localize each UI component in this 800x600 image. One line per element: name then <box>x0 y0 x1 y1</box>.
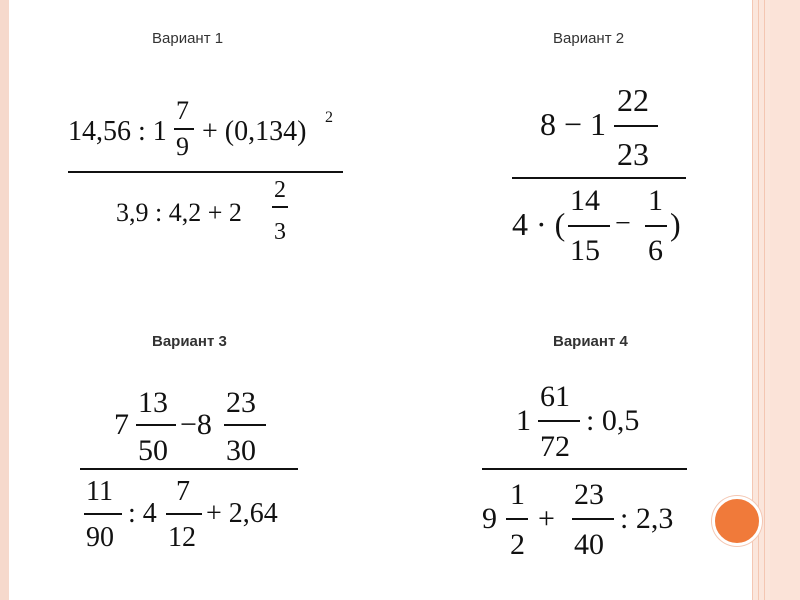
left-border-decoration <box>0 0 9 600</box>
expr2-den-f1-d: 15 <box>570 234 600 267</box>
expr4-main-bar <box>482 468 687 470</box>
expr4-den-f2-d: 40 <box>574 528 604 561</box>
expr3-den-f1-n: 11 <box>86 476 113 507</box>
variant-2-label: Вариант 2 <box>553 30 625 47</box>
expr3-num-minus: −8 <box>180 408 212 441</box>
expr3-den-f1-bar <box>84 513 122 515</box>
expr2-den-f2-n: 1 <box>648 184 663 217</box>
expr2-den-f1-bar <box>568 225 610 227</box>
expr4-num-f-n: 61 <box>540 380 570 413</box>
expr4-den-f1-d: 2 <box>510 528 525 561</box>
expr1-den-frac-bar <box>272 206 288 208</box>
expr4-den-f2-n: 23 <box>574 478 604 511</box>
variant-3-label: Вариант 3 <box>152 333 227 350</box>
expr2-num-frac-d: 23 <box>617 136 649 172</box>
expr1-num-frac-n: 7 <box>176 96 189 125</box>
expr3-den-f2-d: 12 <box>168 522 196 553</box>
expr4-num-f-d: 72 <box>540 430 570 463</box>
expr1-den-frac-d: 3 <box>274 219 286 245</box>
expr3-main-bar <box>80 468 298 470</box>
expr1-den-frac-n: 2 <box>274 177 286 203</box>
expr2-den-f2-d: 6 <box>648 234 663 267</box>
expr3-den-f2-n: 7 <box>176 476 190 507</box>
right-border-inner <box>770 0 800 600</box>
expr4-num-f-bar <box>538 420 580 422</box>
expr1-main-bar <box>68 171 343 173</box>
expr3-den-end: + 2,64 <box>206 498 278 529</box>
expr2-num-a: 8 − 1 <box>540 106 607 142</box>
expr1-num-a: 14,56 : 1 <box>68 116 167 147</box>
expr3-num-f1-n: 13 <box>138 386 168 419</box>
expr1-num-frac-d: 9 <box>176 132 189 161</box>
expr4-den-w: 9 <box>482 502 497 535</box>
expr2-den-f2-bar <box>645 225 667 227</box>
expr4-den-end: : 2,3 <box>620 502 674 535</box>
expr4-den-plus: + <box>538 502 555 535</box>
expr2-main-bar <box>512 177 686 179</box>
expr3-den-f1-d: 90 <box>86 522 114 553</box>
expr1-den-a: 3,9 : 4,2 + 2 <box>116 198 242 227</box>
expr2-num-frac-n: 22 <box>617 82 649 118</box>
expr4-den-f1-n: 1 <box>510 478 525 511</box>
expr2-den-minus: − <box>615 208 631 239</box>
expr1-num-frac-bar <box>174 128 194 130</box>
expr3-num-f1-d: 50 <box>138 434 168 467</box>
orange-circle-decoration <box>712 496 762 546</box>
expr1-num-exp: 2 <box>325 109 333 126</box>
variant-1-label: Вариант 1 <box>152 30 224 47</box>
expr2-den-f1-n: 14 <box>570 184 600 217</box>
expr3-num-w1: 7 <box>114 408 129 441</box>
expr2-den-close: ) <box>670 206 681 242</box>
expr4-num-w: 1 <box>516 404 531 437</box>
expr3-den-mid: : 4 <box>128 498 157 529</box>
expr4-den-f1-bar <box>506 518 528 520</box>
expr4-num-end: : 0,5 <box>586 404 640 437</box>
expr3-num-f2-n: 23 <box>226 386 256 419</box>
expr2-den-a: 4 · ( <box>512 206 566 242</box>
expr4-den-f2-bar <box>572 518 614 520</box>
expr3-num-f2-bar <box>224 424 266 426</box>
expr3-num-f2-d: 30 <box>226 434 256 467</box>
expr3-num-f1-bar <box>136 424 176 426</box>
expr1-num-b: + (0,134) <box>202 116 307 147</box>
expr2-num-frac-bar <box>614 125 658 127</box>
expr3-den-f2-bar <box>166 513 202 515</box>
variant-4-label: Вариант 4 <box>553 333 628 350</box>
